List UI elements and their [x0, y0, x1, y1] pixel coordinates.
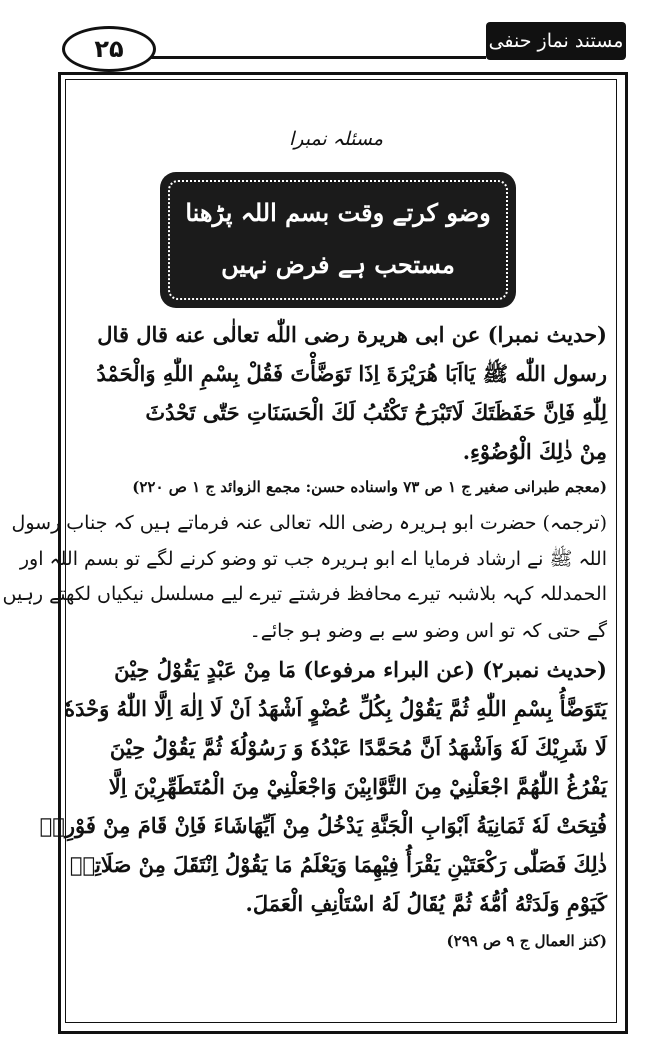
page-number: ۲۵ [62, 26, 156, 72]
hadith2-line: يَفْرُغُ اللّٰهُمَّ اجْعَلْنِيْ مِنَ التَّوَّابِيْنَ وَاجْعَلْنِيْ مِنَ الْمُتَطَهِّرِيْنَ اِلَّا [108, 774, 607, 799]
translation-line: اللہ ﷺ نے ارشاد فرمایا اے ابو ہریرہ جب تو وضو کرنے لگے تو بسم اللہ اور [19, 548, 607, 570]
book-title: مستند نماز حنفی [486, 22, 626, 60]
hadith2-line: كَيَوْمِ وَلَدَتْهُ اُمُّهٗ ثُمَّ يُقَالُ لَهُ اسْتَاْنِفِ الْعَمَلَ. [245, 891, 607, 916]
hadith1-line: مِنْ ذٰلِكَ الْوُضُوْءِ. [462, 439, 607, 464]
hadith1-reference: (معجم طبرانی صغیر ج ۱ ص ۷۳ واسناده حسن: مجمع الزوائد ج ۱ ص ۲۲۰) [132, 478, 607, 496]
header-rule [150, 56, 486, 59]
banner-title-line-2: مستحب ہے فرض نہیں [221, 250, 455, 279]
banner-title-line-1: وضو کرتے وقت بسم اللہ پڑھنا [185, 198, 491, 227]
hadith2-line: لَا شَرِيْكَ لَهٗ وَاَشْهَدُ اَنَّ مُحَمَّدًا عَبْدُهٗ وَ رَسُوْلُهٗ ثُمَّ يَقُوْلُ حِيْنَ [109, 735, 607, 760]
title-banner [160, 172, 516, 308]
hadith2-line: ذٰلِكَ فَصَلّٰى رَكْعَتَيْنِ يَقْرَأُ فِيْهِمَا وَيَعْلَمُ مَا يَقُوْلُ اِنْتَقَلَ مِنْ صَلَاتِهٖ [69, 852, 607, 877]
hadith2-line: فُتِحَتْ لَهٗ ثَمَانِيَةُ اَبْوَابِ الْجَنَّةِ يَدْخُلُ مِنْ اَيِّهَاشَاءَ فَاِنْ قَامَ مِنْ فَوْرِهٖ [39, 813, 607, 838]
masala-label: مسئلہ نمبرا [288, 128, 384, 150]
translation-line: گے حتی کہ تو اس وضو سے بے وضو ہو جائے۔ [249, 620, 607, 642]
translation-line: (ترجمہ) حضرت ابو ہریرہ رضی اللہ تعالی عنہ فرماتے ہیں کہ جناب رسول [11, 512, 607, 534]
hadith2-line: (حدیث نمبر۲) (عن البراء مرفوعا) مَا مِنْ عَبْدٍ يَقُوْلُ حِيْنَ [114, 657, 607, 682]
translation-line: الحمدللہ کہہ بلاشبہ تیرے محافظ فرشتے تیرے لیے مسلسل نیکیاں لکھتے رہیں [2, 583, 607, 605]
hadith2-line: يَتَوَضَّأُ بِسْمِ اللّٰهِ ثُمَّ يَقُوْلُ بِكُلِّ عُضْوٍ اَشْهَدُ اَنْ لَا اِلٰهَ اِلَّا اللّٰهُ وَحْدَهٗ [64, 696, 607, 721]
hadith1-line: (حدیث نمبرا) عن ابی هريرة رضی اللّٰه تعالٰی عنه قال قال [97, 322, 607, 347]
hadith1-line: لِلّٰهِ فَاِنَّ حَفَظَتَكَ لَاتَبْرَحُ تَكْتُبُ لَكَ الْحَسَنَاتِ حَتّٰى تَحْدُثَ [145, 400, 607, 425]
hadith2-reference: (کنز العمال ج ۹ ص ۲۹۹) [446, 932, 607, 950]
hadith1-line: رسول اللّٰه ﷺ يَااَبَا هُرَيْرَةَ اِذَا تَوَضَّأْتَ فَقُلْ بِسْمِ اللّٰهِ وَالْحَمْدُ [96, 361, 607, 386]
